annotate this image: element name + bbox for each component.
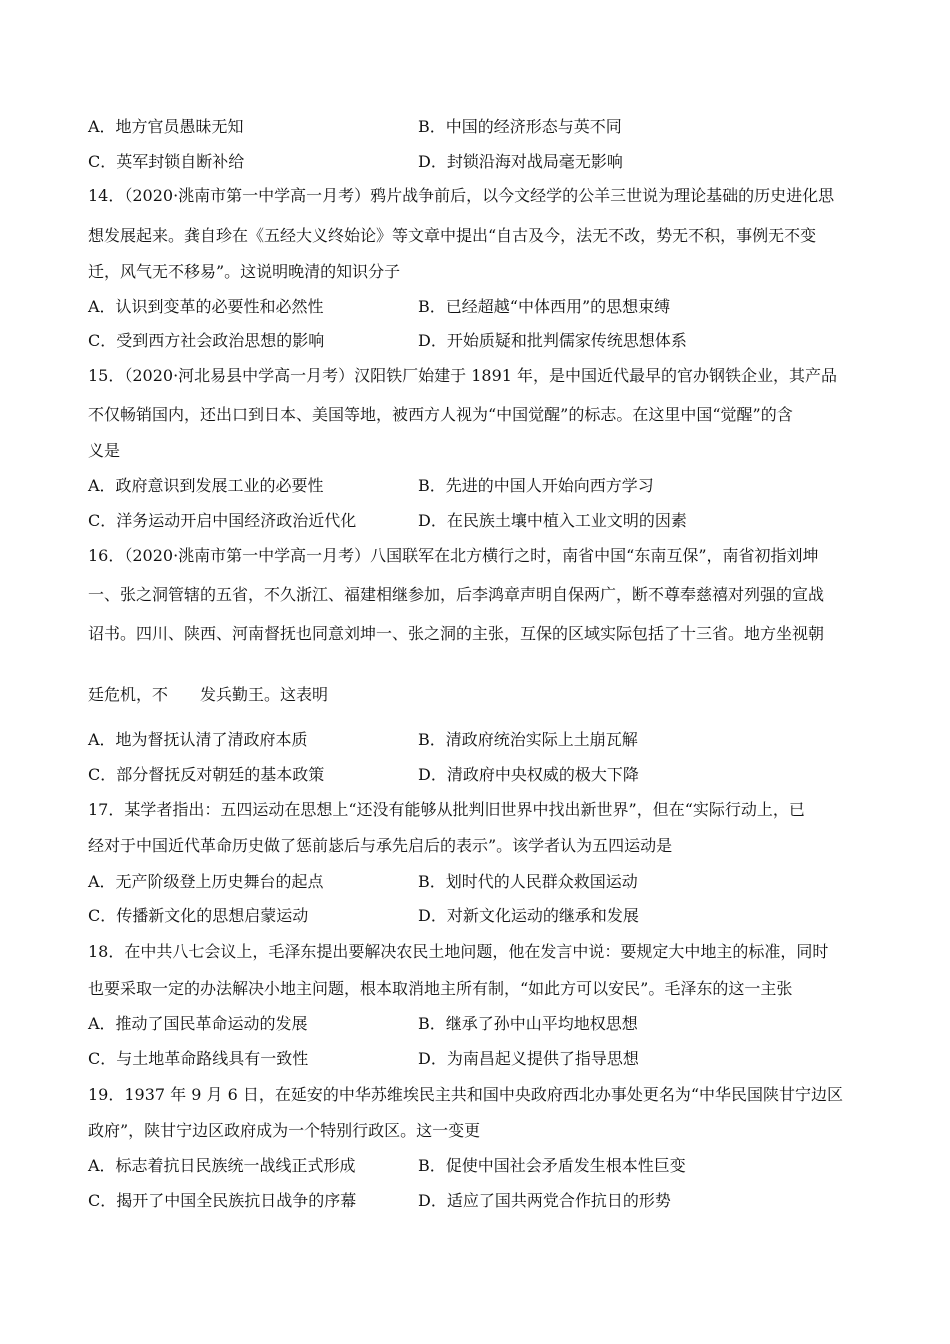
q19-stem-line-2: 政府”，陕甘宁边区政府成为一个特别行政区。这一变更	[88, 1121, 481, 1140]
q15-option-d: D．在民族土壤中植入工业文明的因素	[418, 511, 687, 530]
q14-stem-line-3: 迁，风气无不移易”。这说明晚清的知识分子	[88, 262, 401, 281]
q14-option-d: D．开始质疑和批判儒家传统思想体系	[418, 331, 687, 350]
q17-option-b: B．划时代的人民群众救国运动	[418, 872, 638, 891]
q17-stem-line-1: 17．某学者指出：五四运动在思想上“还没有能够从批判旧世界中找出新世界”，但在“实际行动上，已	[88, 800, 805, 819]
q15-stem-line-1: 15．（2020·河北易县中学高一月考）汉阳铁厂始建于 1891 年，是中国近代最早的官办钢铁企业，其产品	[88, 366, 838, 385]
q16-stem-line-2: 一、张之洞管辖的五省，不久浙江、福建相继参加，后李鸿章声明自保两广，断不尊奉慈禧对列强的宣战	[88, 585, 825, 604]
q16-option-d: D．清政府中央权威的极大下降	[418, 765, 639, 784]
q14-stem-line-2: 想发展起来。龚自珍在《五经大义终始论》等文章中提出“自古及今，法无不改，势无不积，事例无不变	[88, 226, 817, 245]
q18-option-a: A．推动了国民革命运动的发展	[88, 1014, 308, 1033]
q17-option-c: C．传播新文化的思想启蒙运动	[88, 906, 309, 925]
q18-option-c: C．与土地革命路线具有一致性	[88, 1049, 309, 1068]
q13-option-c: C．英军封锁自断补给	[88, 152, 245, 171]
q16-option-a: A．地为督抚认清了清政府本质	[88, 730, 308, 749]
q15-stem-line-3: 义是	[88, 441, 121, 460]
q16-option-b: B．清政府统治实际上土崩瓦解	[418, 730, 638, 749]
q19-option-d: D．适应了国共两党合作抗日的形势	[418, 1191, 671, 1210]
q18-option-d: D．为南昌起义提供了指导思想	[418, 1049, 639, 1068]
q14-option-a: A．认识到变革的必要性和必然性	[88, 297, 324, 316]
q13-option-b: B．中国的经济形态与英不同	[418, 117, 622, 136]
q14-option-b: B．已经超越“中体西用”的思想束缚	[418, 297, 671, 316]
q18-stem-line-1: 18．在中共八七会议上，毛泽东提出要解决农民土地问题，他在发言中说：要规定大中地主的标准，同时	[88, 942, 829, 961]
q15-option-c: C．洋务运动开启中国经济政治近代化	[88, 511, 357, 530]
q13-option-a: A．地方官员愚昧无知	[88, 117, 244, 136]
q15-stem-line-2: 不仅畅销国内，还出口到日本、美国等地，被西方人视为“中国觉醒”的标志。在这里中国“觉醒”的含	[88, 405, 793, 424]
q13-option-d: D．封锁沿海对战局毫无影响	[418, 152, 623, 171]
q19-option-a: A．标志着抗日民族统一战线正式形成	[88, 1156, 356, 1175]
q16-stem-line-3: 诏书。四川、陕西、河南督抚也同意刘坤一、张之洞的主张，互保的区域实际包括了十三省。地方坐视朝	[88, 624, 825, 643]
q17-option-a: A．无产阶级登上历史舞台的起点	[88, 872, 324, 891]
q18-option-b: B．继承了孙中山平均地权思想	[418, 1014, 638, 1033]
q18-stem-line-2: 也要采取一定的办法解决小地主问题，根本取消地主所有制，“如此方可以安民”。毛泽东的这一主张	[88, 979, 793, 998]
q14-option-c: C．受到西方社会政治思想的影响	[88, 331, 325, 350]
q16-stem-line-4: 廷危机，不 发兵勤王。这表明	[88, 685, 329, 704]
q19-option-c: C．揭开了中国全民族抗日战争的序幕	[88, 1191, 357, 1210]
q16-option-c: C．部分督抚反对朝廷的基本政策	[88, 765, 325, 784]
q15-option-a: A．政府意识到发展工业的必要性	[88, 476, 324, 495]
q17-stem-line-2: 经对于中国近代革命历史做了惩前毖后与承先启后的表示”。该学者认为五四运动是	[88, 836, 673, 855]
q19-stem-line-1: 19．1937 年 9 月 6 日，在延安的中华苏维埃民主共和国中央政府西北办事处更名为“中华民国陕甘宁边区	[88, 1085, 844, 1104]
q16-stem-line-1: 16．（2020·洮南市第一中学高一月考）八国联军在北方横行之时，南省中国“东南互保”，南省初指刘坤	[88, 546, 819, 565]
q19-option-b: B．促使中国社会矛盾发生根本性巨变	[418, 1156, 686, 1175]
q14-stem-line-1: 14．（2020·洮南市第一中学高一月考）鸦片战争前后，以今文经学的公羊三世说为理论基础的历史进化思	[88, 186, 835, 205]
q17-option-d: D．对新文化运动的继承和发展	[418, 906, 639, 925]
q15-option-b: B．先进的中国人开始向西方学习	[418, 476, 654, 495]
